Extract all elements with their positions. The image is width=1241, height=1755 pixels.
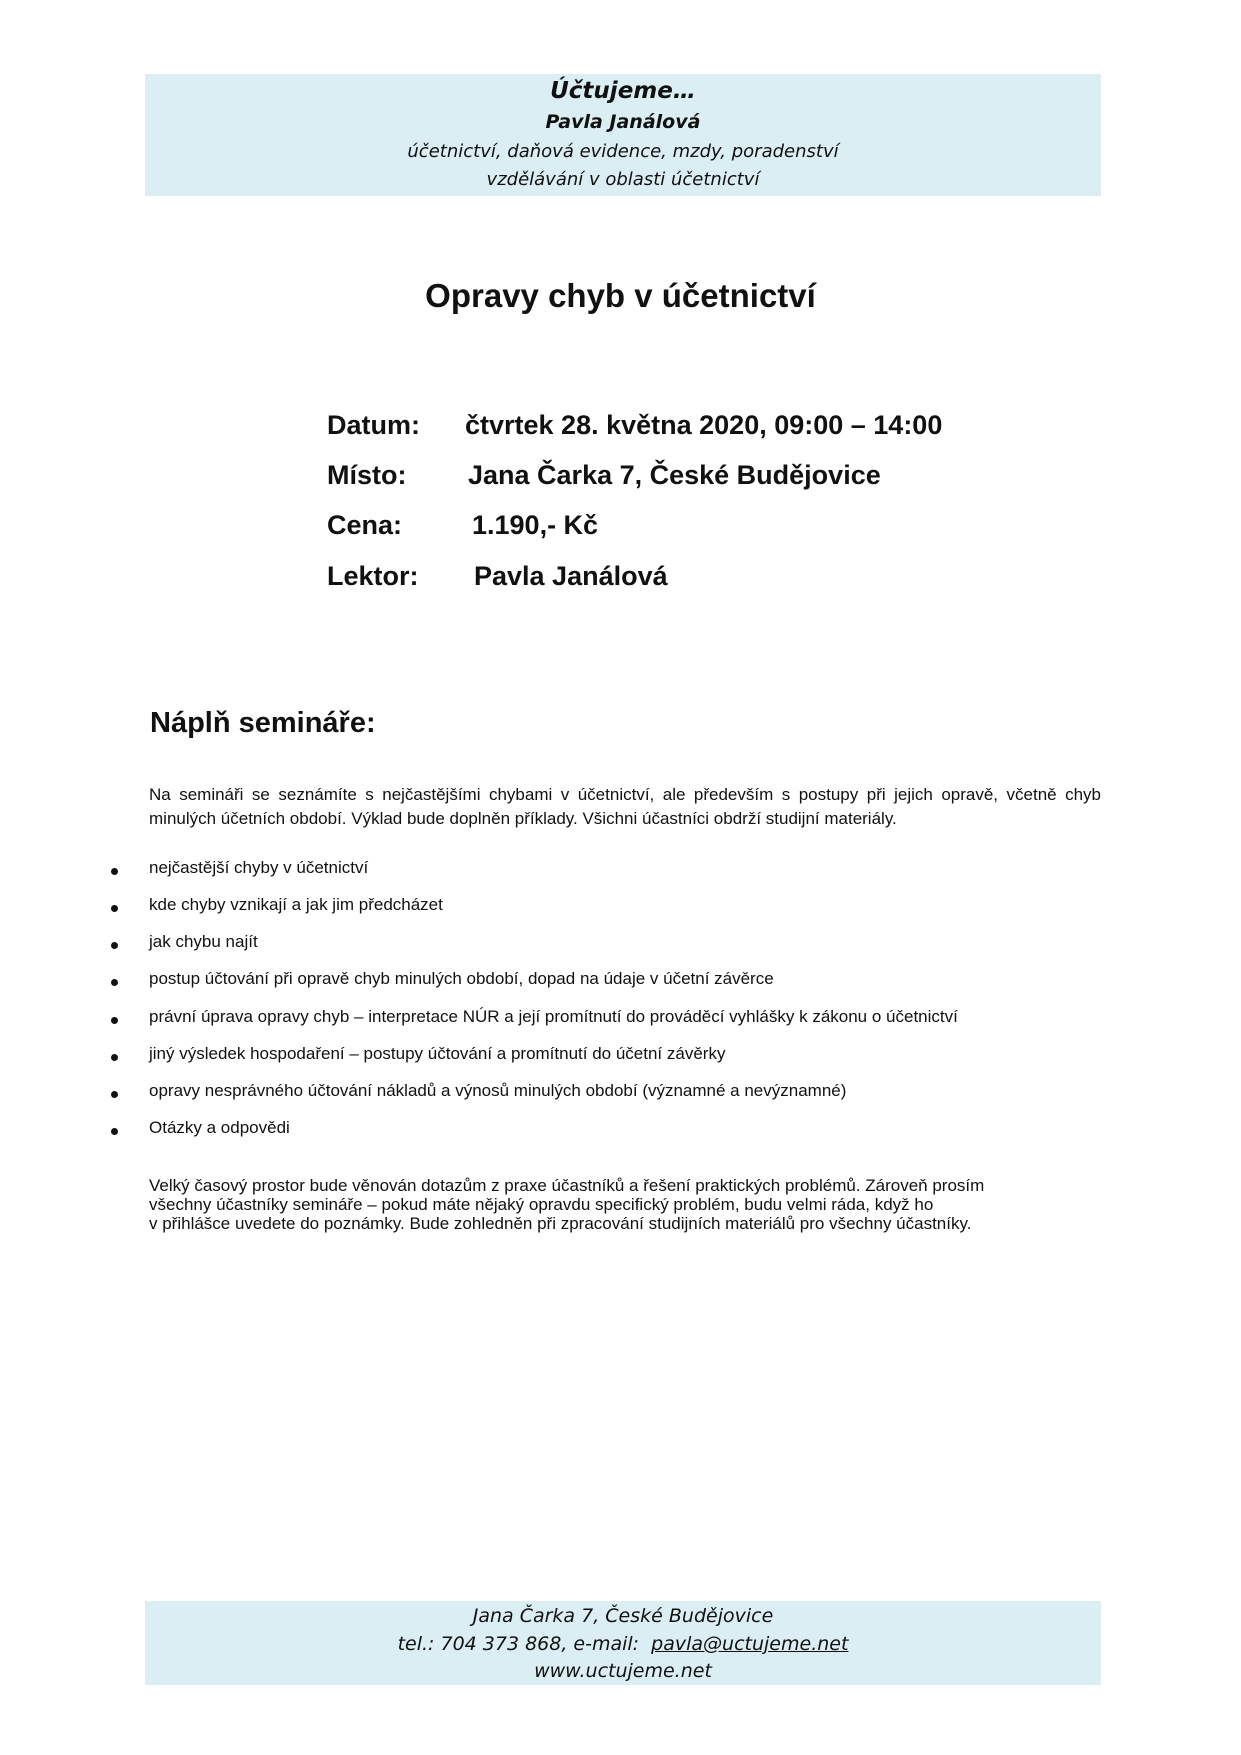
list-item <box>0 932 1241 962</box>
list-item <box>0 858 1241 888</box>
detail-price-value: 1.190,- Kč <box>472 510 599 540</box>
list-item-text: kde chyby vznikají a jak jim předcházet <box>149 895 443 914</box>
footer-contact-text: tel.: 704 373 868, e-mail: <box>397 1633 652 1655</box>
bullet-icon <box>111 1054 118 1061</box>
footer-contact <box>145 1633 1101 1655</box>
detail-lecturer-label: Lektor: <box>327 561 419 591</box>
closing-line: všechny účastníky semináře – pokud máte nějaký opravdu specifický problém, budu velmi ráda, když ho <box>149 1195 934 1214</box>
footer-band <box>145 1601 1101 1685</box>
services-line: účetnictví, daňová evidence, mzdy, poradenství <box>407 141 839 162</box>
bullet-icon <box>111 979 118 986</box>
intro-paragraph: Na semináři se seznámíte s nejčastějšími chybami v účetnictví, ale především s postupy při jejich opravě, včetně chyb minulých účetních období. Výklad bude doplněn příklady. Všichni účastníci obdrží studijní materiály. <box>149 785 1101 828</box>
list-item-text: Otázky a odpovědi <box>149 1118 290 1137</box>
email-link[interactable]: pavla@uctujeme.net <box>651 1633 849 1655</box>
bullet-icon <box>111 1017 118 1024</box>
bullet-icon <box>111 1091 118 1098</box>
website-link[interactable]: www.uctujeme.net <box>534 1660 712 1682</box>
owner-name: Pavla Janálová <box>545 111 701 133</box>
section-title: Náplň semináře: <box>150 707 376 739</box>
list-item <box>0 1044 1241 1074</box>
detail-lecturer-value: Pavla Janálová <box>474 561 668 591</box>
closing-paragraph <box>149 1176 1101 1233</box>
list-item <box>0 1081 1241 1111</box>
detail-date-label: Datum: <box>327 410 420 440</box>
bullet-icon <box>111 905 118 912</box>
list-item-text: nejčastější chyby v účetnictví <box>149 858 369 877</box>
detail-date-value: čtvrtek 28. května 2020, 09:00 – 14:00 <box>465 410 943 440</box>
education-line: vzdělávání v oblasti účetnictví <box>486 169 760 190</box>
list-item <box>0 969 1241 999</box>
bullet-icon <box>111 942 118 949</box>
header-band <box>145 74 1101 196</box>
list-item-text: opravy nesprávného účtování nákladů a výnosů minulých období (významné a nevýznamné) <box>149 1081 847 1100</box>
bullet-icon <box>111 1128 118 1135</box>
list-item-text: postup účtování při opravě chyb minulých období, dopad na údaje v účetní závěrce <box>149 969 774 988</box>
list-item-text: jiný výsledek hospodaření – postupy účtování a promítnutí do účetní závěrky <box>149 1044 726 1063</box>
detail-price-label: Cena: <box>327 510 403 540</box>
closing-line: v přihlášce uvedete do poznámky. Bude zohledněn při zpracování studijních materiálů pro všechny účastníky. <box>149 1214 972 1233</box>
list-item <box>0 895 1241 925</box>
list-item <box>0 1118 1241 1148</box>
brand-name: Účtujeme… <box>550 78 696 104</box>
list-item-text: jak chybu najít <box>149 932 258 951</box>
bullet-icon <box>111 868 118 875</box>
page-title: Opravy chyb v účetnictví <box>425 277 816 314</box>
detail-place-label: Místo: <box>327 460 407 490</box>
closing-line: Velký časový prostor bude věnován dotazům z praxe účastníků a řešení praktických problémů. Zároveň prosím <box>149 1176 985 1195</box>
list-item <box>0 1007 1241 1037</box>
list-item-text: právní úprava opravy chyb – interpretace NÚR a její promítnutí do prováděcí vyhlášky k zákonu o účetnictví <box>149 1007 958 1026</box>
footer-address: Jana Čarka 7, České Budějovice <box>472 1605 774 1627</box>
detail-place-value: Jana Čarka 7, České Budějovice <box>468 460 881 490</box>
